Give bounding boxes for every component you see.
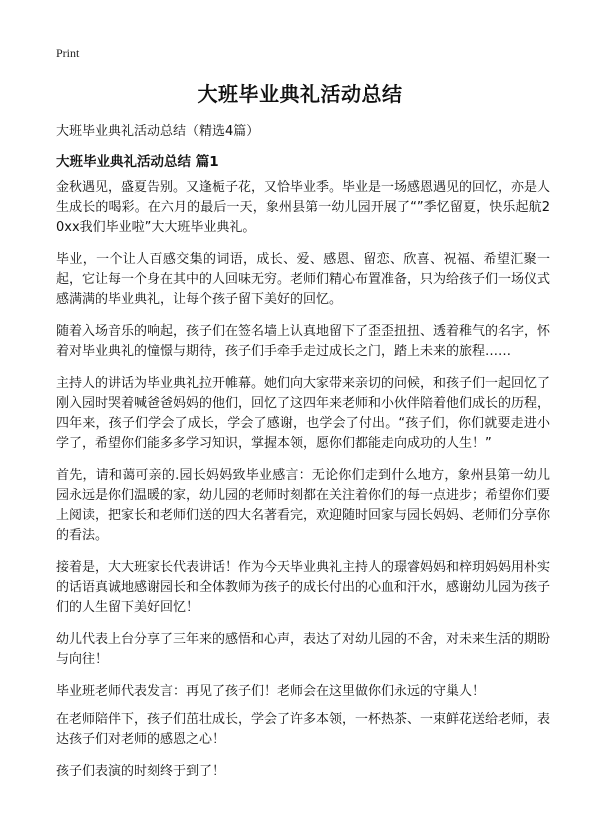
paragraph: 在老师陪伴下，孩子们茁壮成长，学会了许多本领，一杯热茶、一束鲜花送给老师，表达孩子们对老师的感恩之心！ [56,712,551,747]
print-label[interactable]: Print [56,46,80,60]
document-body [56,178,550,794]
paragraph: 金秋遇见，盛夏告别。又逢栀子花，又恰毕业季。毕业是一场感恩遇见的回忆，亦是人生成长的喝彩。在六月的最后一天，象州县第一幼儿园开展了“”季忆留夏，快乐起航20xx我们毕业啦”大大班毕业典礼。 [56,180,551,235]
paragraph: 毕业班老师代表发言：再见了孩子们！老师会在这里做你们永远的守巢人！ [56,684,486,699]
document-title: 大班毕业典礼活动总结 [197,82,403,106]
document-subtitle: 大班毕业典礼活动总结（精选4篇） [56,124,260,139]
paragraph: 接着是，大大班家长代表讲话！作为今天毕业典礼主持人的璟睿妈妈和梓玥妈妈用朴实的话语真诚地感谢园长和全体教师为孩子的成长付出的心血和汗水，感谢幼儿园为孩子们的人生留下美好回忆！ [56,560,551,615]
paragraph: 主持人的讲话为毕业典礼拉开帷幕。她们向大家带来亲切的问候，和孩子们一起回忆了刚入园时哭着喊爸爸妈妈的他们，回忆了这四年来老师和小伙伴陪着他们成长的历程，四年来，孩子们学会了成长，学会了感谢，也学会了付出。“孩子们，你们就要走进小学了，希望你们能多多学习知识，掌握本领，愿你们都能走向成功的人生！” [56,376,551,451]
paragraph: 幼儿代表上台分享了三年来的感悟和心声，表达了对幼儿园的不舍，对未来生活的期盼与向往！ [56,632,551,667]
paragraph: 毕业，一个让人百感交集的词语，成长、爱、感恩、留恋、欣喜、祝福、希望汇聚一起，它让每一个身在其中的人回味无穷。老师们精心布置准备，只为给孩子们一场仪式感满满的毕业典礼，让每个孩子留下美好的回忆。 [56,252,551,307]
paragraph: 首先，请和蔼可亲的.园长妈妈致毕业感言：无论你们走到什么地方，象州县第一幼儿园永远是你们温暖的家，幼儿园的老师时刻都在关注着你们的每一点进步；希望你们要上阅读，把家长和老师们送的四大名著看完，欢迎随时回家与园长妈妈、老师们分享你的看法。 [56,468,551,543]
paragraph: 随着入场音乐的响起，孩子们在签名墙上认真地留下了歪歪扭扭、透着稚气的名字，怀着对毕业典礼的憧憬与期待，孩子们手牵手走过成长之门，踏上未来的旅程…… [56,324,551,359]
section-heading: 大班毕业典礼活动总结 篇1 [56,154,219,170]
paragraph: 孩子们表演的时刻终于到了！ [56,764,226,779]
